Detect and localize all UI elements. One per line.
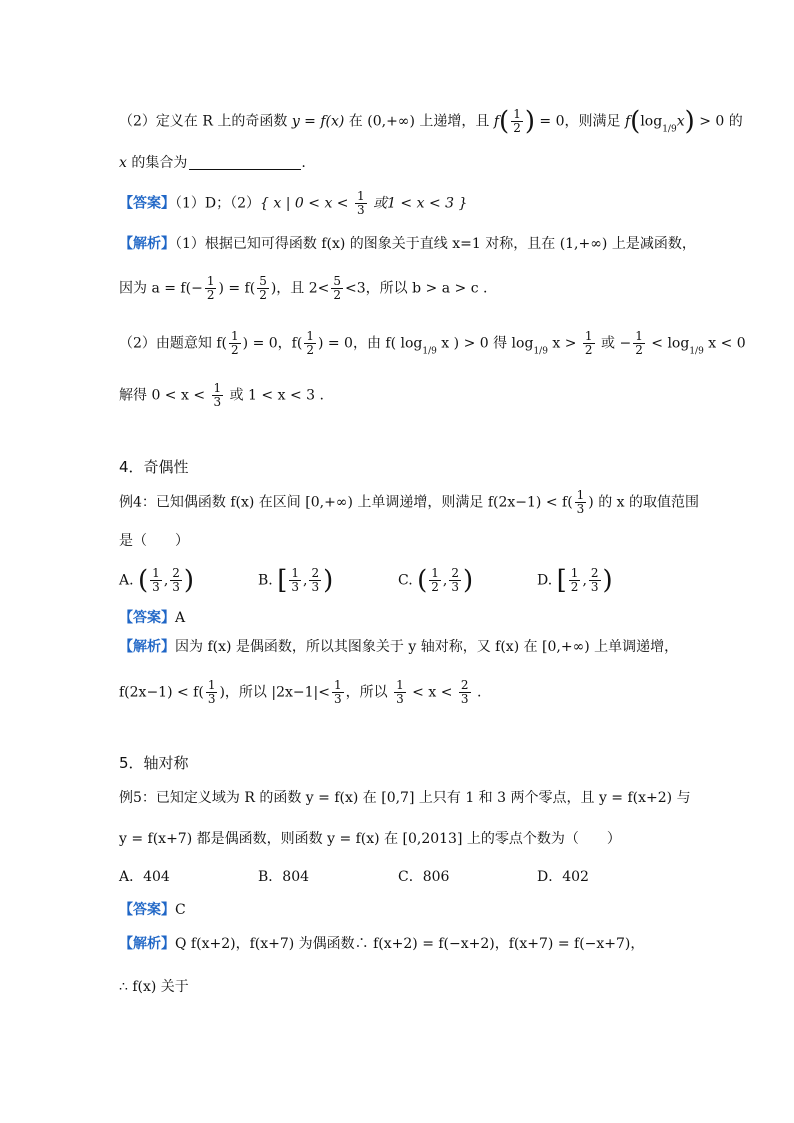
text: （1）D；（2） (175, 195, 261, 212)
denominator: 3 (576, 502, 585, 516)
text: f(2x−1) < f( (119, 684, 204, 701)
log-base: 1/9 (533, 346, 548, 357)
text: < x < (407, 684, 457, 701)
text: x < 0 (703, 335, 746, 352)
option-b: B. [ $\frac{1}{3}$ , $\frac{2}{3}$ ) (258, 565, 334, 596)
analysis-1-line-1 (119, 233, 696, 255)
denominator: 3 (590, 580, 599, 594)
math: f (624, 113, 631, 130)
denominator: 3 (291, 580, 299, 594)
denominator: 2 (333, 288, 342, 302)
denominator: 3 (460, 692, 469, 706)
text: 或 1 < x < 3 . (225, 387, 324, 404)
math: f (493, 113, 500, 130)
denominator: 3 (356, 203, 365, 217)
numerator: 2 (172, 566, 180, 580)
option-c: C．806 (398, 869, 450, 885)
fraction (569, 567, 581, 594)
fraction (511, 108, 523, 135)
analysis-tag: 【解析】 (119, 639, 175, 655)
text: ) = f( (218, 280, 256, 297)
denominator: 3 (207, 692, 216, 706)
text: )，且 2< (270, 280, 330, 297)
text: < log (646, 335, 690, 352)
numerator: 1 (431, 566, 439, 580)
text: 解得 0 < x < (119, 387, 210, 404)
text: C (175, 902, 186, 918)
example-5-line-2: y = f(x+7) 都是偶函数，则函数 y = f(x) 在 [0,2013] 上的零点个数为（ ） (119, 831, 621, 847)
text: = 0，则满足 (534, 113, 625, 130)
fraction (429, 567, 441, 594)
math: { x | 0 < x < (260, 195, 353, 212)
text: ) = 0，f( (242, 335, 303, 352)
numerator: 2 (311, 566, 320, 580)
denominator: 2 (635, 343, 643, 357)
option-d: D. [ $\frac{1}{2}$ , $\frac{2}{3}$ ) (537, 565, 613, 596)
fraction (332, 679, 344, 706)
option-a: A．404 (119, 869, 170, 885)
fraction (205, 275, 217, 302)
numerator: 1 (396, 678, 404, 692)
math: 或1 < x < 3 } (368, 195, 468, 212)
section-heading-5: 5．轴对称 (119, 754, 189, 772)
numerator: 1 (152, 566, 160, 580)
text: （1）根据已知可得函数 f(x) 的图象关于直线 x=1 对称，且在 (1,+∞) 上是减函数， (175, 236, 696, 252)
analysis-4-line-1 (119, 636, 684, 658)
option-label: C. (398, 572, 413, 589)
denominator: 2 (570, 580, 579, 594)
text: （2）定义在 R 上的奇函数 (119, 113, 292, 130)
denominator: 2 (206, 288, 215, 302)
fraction (170, 567, 182, 594)
numerator: 1 (635, 329, 643, 343)
paren: ) (684, 106, 695, 137)
example-4-line-1 (119, 488, 700, 516)
denominator: 2 (259, 288, 267, 302)
text: 因为 f(x) 是偶函数，所以其图象关于 y 轴对称，又 f(x) 在 [0,+∞) 上单调递增， (175, 639, 679, 655)
numerator: 1 (570, 566, 579, 580)
denominator: 2 (231, 343, 239, 357)
math: y = f(x) (291, 113, 345, 130)
analysis-1-line-3 (119, 329, 746, 363)
text: ) = 0，由 f( log (317, 335, 423, 352)
text: > 0 的 (694, 113, 743, 130)
numerator: 1 (356, 189, 365, 203)
denominator: 2 (513, 121, 521, 135)
text: ，所以 (345, 684, 393, 701)
numerator: 2 (590, 566, 599, 580)
fraction (449, 567, 461, 594)
fraction (212, 382, 224, 409)
option-label: B. (258, 572, 273, 589)
fraction (206, 679, 218, 706)
answer-tag: 【答案】 (119, 195, 175, 212)
text: （2）由题意知 f( (119, 335, 228, 352)
fraction (150, 567, 162, 594)
numerator: 5 (333, 274, 342, 288)
option-label: A. (119, 572, 134, 589)
text: 例4：已知偶函数 f(x) 在区间 [0,+∞) 上单调递增，则满足 f(2x−1) < f( (119, 494, 573, 511)
numerator: 1 (576, 488, 585, 502)
numerator: 2 (460, 678, 469, 692)
math: x (119, 155, 127, 171)
denominator: 3 (172, 580, 180, 594)
analysis-tag: 【解析】 (119, 236, 175, 252)
fraction (583, 330, 595, 357)
log-base: 1/9 (662, 124, 677, 135)
text: Q f(x+2)，f(x+7) 为偶函数∴ f(x+2) = f(−x+2)，f(x+7) = f(−x+7)， (175, 936, 645, 952)
numerator: 1 (206, 274, 215, 288)
option-c: C. ( $\frac{1}{2}$ , $\frac{2}{3}$ ) (398, 565, 474, 596)
text: 的集合为 (126, 155, 188, 171)
analysis-4-line-2 (119, 679, 684, 706)
numerator: 1 (334, 678, 342, 692)
option-b: B．804 (258, 869, 310, 885)
math: log (640, 113, 663, 130)
denominator: 3 (152, 580, 160, 594)
numerator: 1 (291, 566, 299, 580)
option-label: D. (537, 572, 553, 589)
denominator: 3 (213, 395, 222, 409)
denominator: 3 (396, 692, 404, 706)
fraction (459, 679, 471, 706)
numerator: 1 (513, 107, 521, 121)
text: )，所以 |2x−1|< (219, 684, 330, 701)
fraction (355, 190, 367, 217)
fraction (394, 679, 406, 706)
paren: ( (499, 106, 510, 137)
denominator: 3 (451, 580, 460, 594)
text: 或 − (596, 335, 632, 352)
math: x (676, 113, 685, 130)
fraction (331, 275, 343, 302)
denominator: 3 (334, 692, 342, 706)
bracket: ( (138, 565, 149, 596)
numerator: 1 (207, 678, 216, 692)
analysis-5-line-2: ∴ f(x) 关于 (119, 979, 189, 995)
text: 在 (0,+∞) 上递增，且 (344, 113, 494, 130)
denominator: 2 (431, 580, 439, 594)
bracket: ) (463, 565, 474, 596)
numerator: 1 (584, 329, 593, 343)
analysis-tag: 【解析】 (119, 936, 175, 952)
text: x ) > 0 得 log (436, 335, 534, 352)
bracket: ( (417, 565, 428, 596)
analysis-5-line-1 (119, 933, 684, 955)
example-5-line-1: 例5：已知定义域为 R 的函数 y = f(x) 在 [0,7] 上只有 1 和 3 两个零点，且 y = f(x+2) 与 (119, 790, 691, 806)
analysis-1-line-2 (119, 275, 684, 302)
fraction (304, 330, 316, 357)
fraction (229, 330, 241, 357)
bracket: ) (323, 565, 334, 596)
numerator: 1 (213, 381, 222, 395)
section-heading-4: 4．奇偶性 (119, 458, 189, 476)
text: . (472, 684, 482, 701)
denominator: 2 (306, 343, 314, 357)
numerator: 1 (231, 329, 239, 343)
text: x > (547, 335, 581, 352)
fraction (257, 275, 269, 302)
example-4-line-2: 是（ ） (119, 533, 189, 549)
bracket: [ (556, 565, 567, 596)
answer-tag: 【答案】 (119, 610, 175, 626)
text: A (175, 610, 186, 626)
log-base: 1/9 (422, 346, 437, 357)
question-2-line-1 (119, 106, 743, 141)
text: . (301, 155, 306, 171)
fraction (289, 567, 301, 594)
fraction (633, 330, 645, 357)
fraction (589, 567, 601, 594)
answer-tag: 【答案】 (119, 902, 175, 918)
text: 因为 a = f(− (119, 280, 203, 297)
analysis-1-line-4 (119, 382, 684, 409)
bracket: ) (602, 565, 613, 596)
denominator: 3 (311, 580, 320, 594)
answer-1 (119, 190, 684, 217)
numerator: 1 (306, 329, 314, 343)
numerator: 5 (259, 274, 267, 288)
denominator: 2 (584, 343, 593, 357)
answer-blank (189, 155, 301, 170)
paren: ) (524, 106, 535, 137)
log-base: 1/9 (689, 346, 704, 357)
question-2-line-2 (119, 152, 684, 174)
fraction (309, 567, 321, 594)
option-d: D．402 (537, 869, 589, 885)
paren: ( (630, 106, 641, 137)
fraction (575, 489, 587, 516)
option-a: A. ( $\frac{1}{3}$ , $\frac{2}{3}$ ) (119, 565, 195, 596)
text: ) 的 x 的取值范围 (588, 494, 700, 511)
answer-5 (119, 899, 684, 921)
bracket: ) (183, 565, 195, 596)
text: <3，所以 b > a > c . (345, 280, 488, 297)
bracket: [ (277, 565, 288, 596)
numerator: 2 (451, 566, 460, 580)
answer-4 (119, 607, 684, 629)
